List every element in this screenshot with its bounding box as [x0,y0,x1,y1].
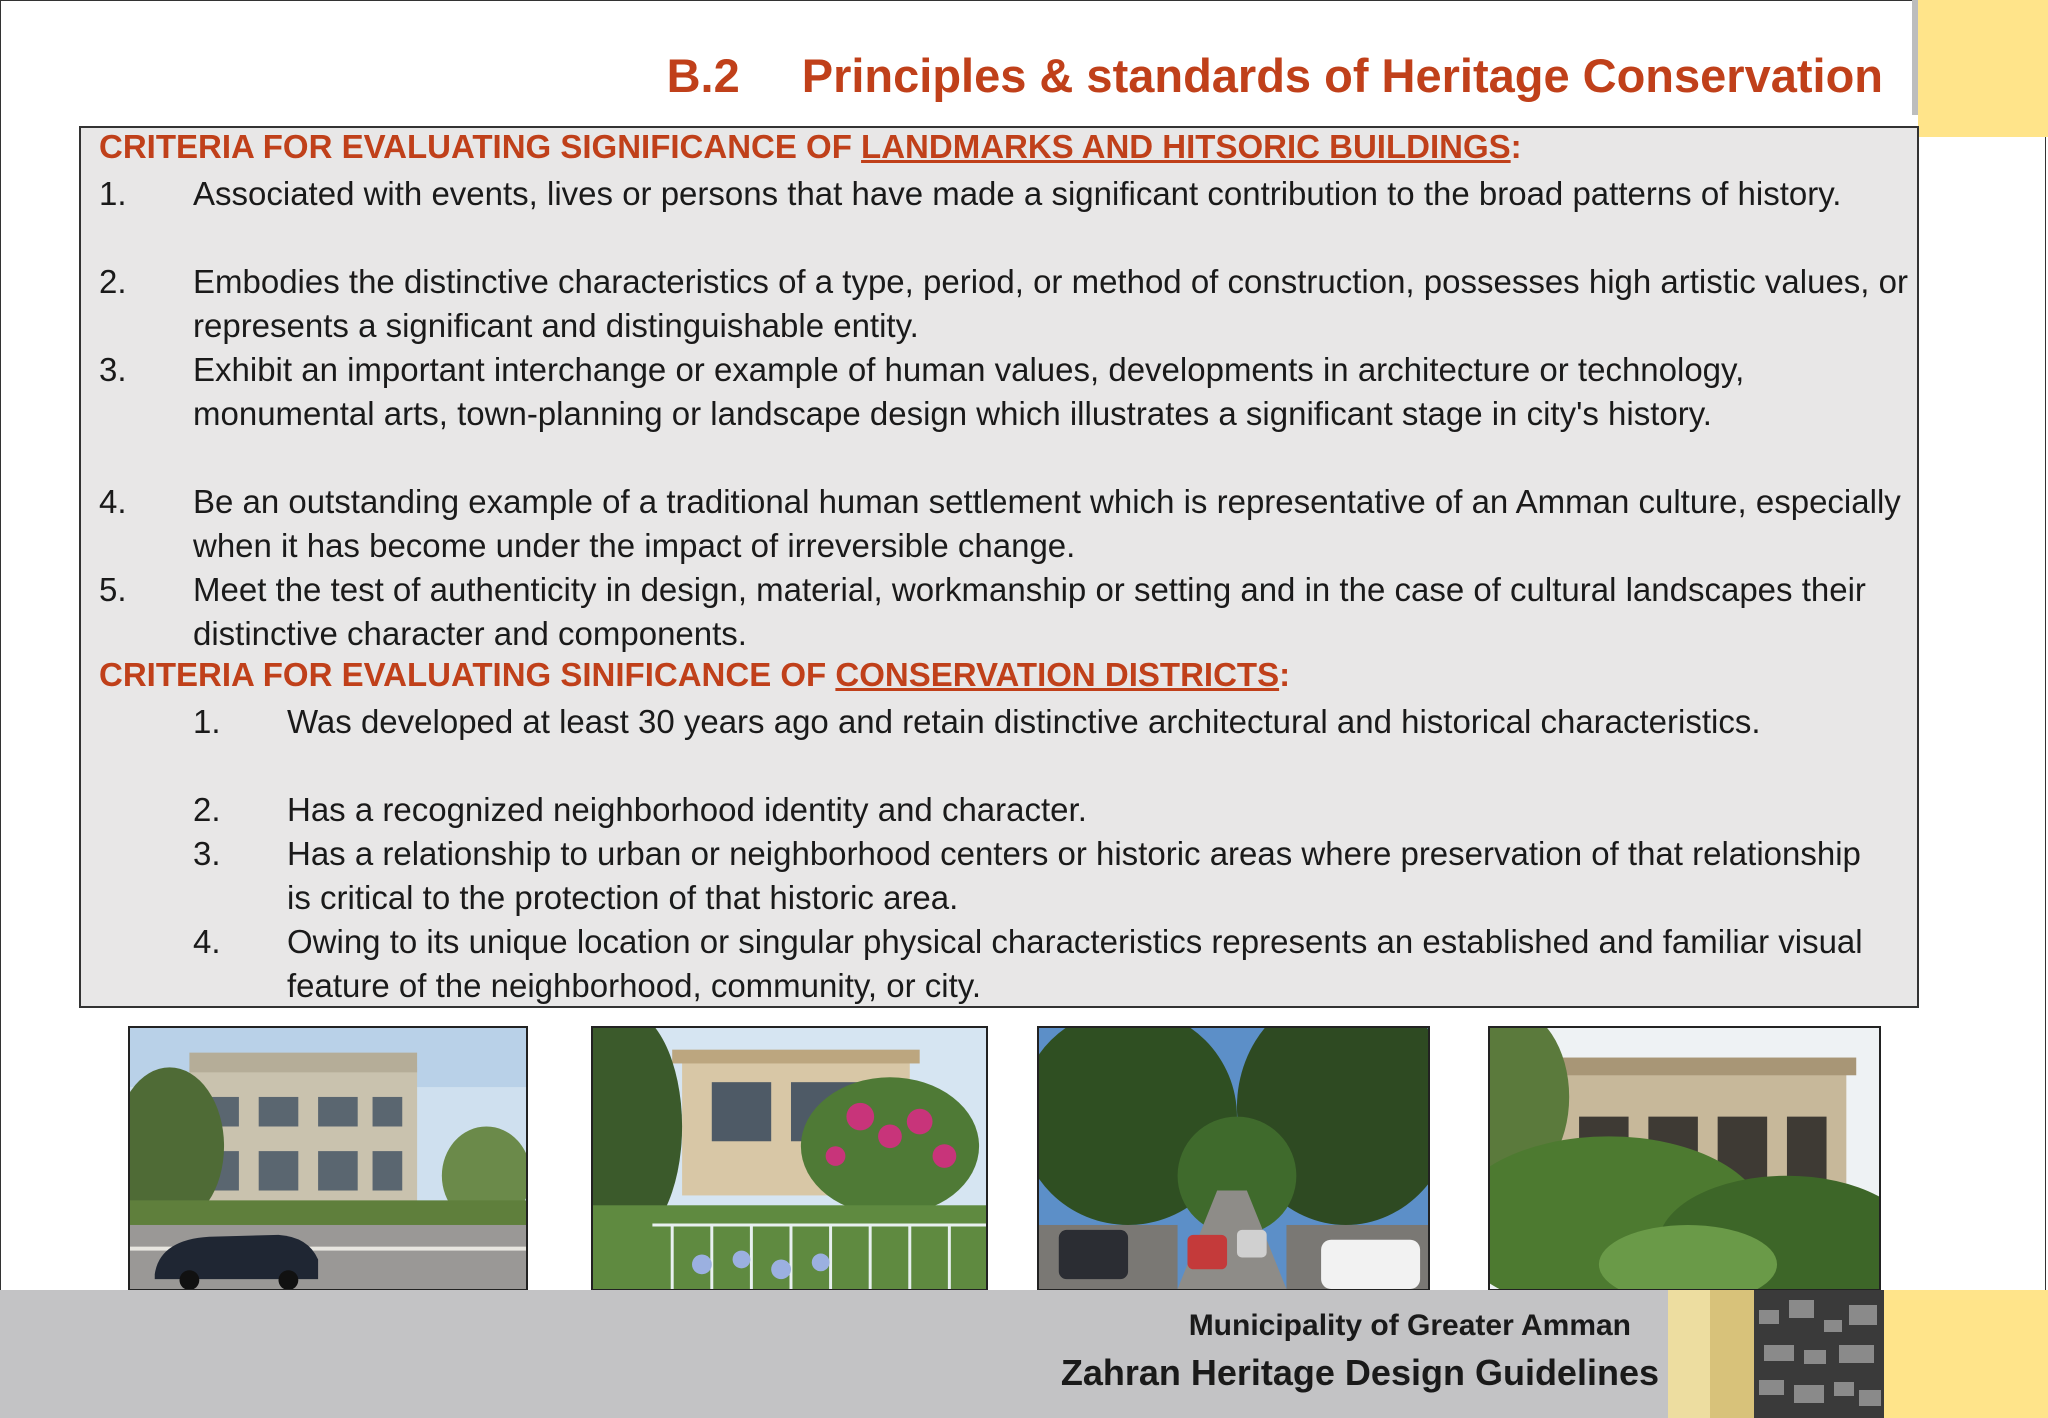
footer-accent-light [1668,1290,1710,1418]
item-text: Be an outstanding example of a traditional human settlement which is representative of an Amman culture, especially when it has become under the impact of irreversible change. [193,483,1901,564]
footer-accent-yellow [1884,1290,2048,1418]
heading-underlined: LANDMARKS AND HITSORIC BUILDINGS [861,128,1511,165]
heading-suffix: : [1510,128,1522,165]
item-text: Has a relationship to urban or neighborhood centers or historic areas where preservation of that relationship is critical to the protection of that historic area. [287,835,1861,916]
item-text: Meet the test of authenticity in design, material, workmanship or setting and in the case of cultural landscapes their distinctive character and components. [193,571,1866,652]
item-number: 3. [99,351,127,388]
item-number: 1. [99,175,127,212]
heading-prefix: CRITERIA FOR EVALUATING SIGNIFICANCE OF [99,128,862,165]
item-number: 2. [193,791,221,828]
item-text: Was developed at least 30 years ago and retain distinctive architectural and historical characteristics. [287,703,1761,740]
item-number: 4. [193,923,221,960]
landmarks-heading [99,128,1522,166]
page-title [667,48,1883,103]
item-text: Exhibit an important interchange or example of human values, developments in architecture or technology, monumental arts, town-planning or landscape design which illustrates a significant stage in city's history. [193,351,1745,432]
heading-prefix: CRITERIA FOR EVALUATING SINIFICANCE OF [99,656,836,693]
footer-organization: Municipality of Greater Amman [1188,1309,1631,1342]
photo-villa-garden [591,1026,988,1291]
corner-accent-stripe [1912,0,1918,115]
heading-underlined: CONSERVATION DISTRICTS [835,656,1280,693]
item-number: 1. [193,703,221,740]
section-number: B.2 [666,49,740,102]
item-number: 4. [99,483,127,520]
title-text: Principles & standards of Heritage Conservation [801,49,1883,102]
item-text: Owing to its unique location or singular physical characteristics represents an established and familiar visual feature of the neighborhood, community, or city. [287,923,1863,1004]
item-text: Has a recognized neighborhood identity and character. [287,791,1087,828]
criteria-panel [79,126,1919,1008]
item-text: Embodies the distinctive characteristics of a type, period, or method of construction, possesses high artistic values, or represents a significant and distinguishable entity. [193,263,1908,344]
footer-document-title: Zahran Heritage Design Guidelines [1060,1352,1659,1393]
footer-city-image [1754,1290,1884,1418]
item-number: 3. [193,835,221,872]
item-text: Associated with events, lives or persons that have made a significant contribution to the broad patterns of history. [193,175,1842,212]
footer-accent-gold [1710,1290,1754,1418]
photo-apartment-building [128,1026,528,1291]
corner-accent [1918,0,2048,137]
photo-street-trees [1037,1026,1430,1291]
districts-heading [99,656,1290,694]
item-number: 2. [99,263,127,300]
heading-suffix: : [1279,656,1291,693]
item-number: 5. [99,571,127,608]
photo-stone-building [1488,1026,1881,1291]
